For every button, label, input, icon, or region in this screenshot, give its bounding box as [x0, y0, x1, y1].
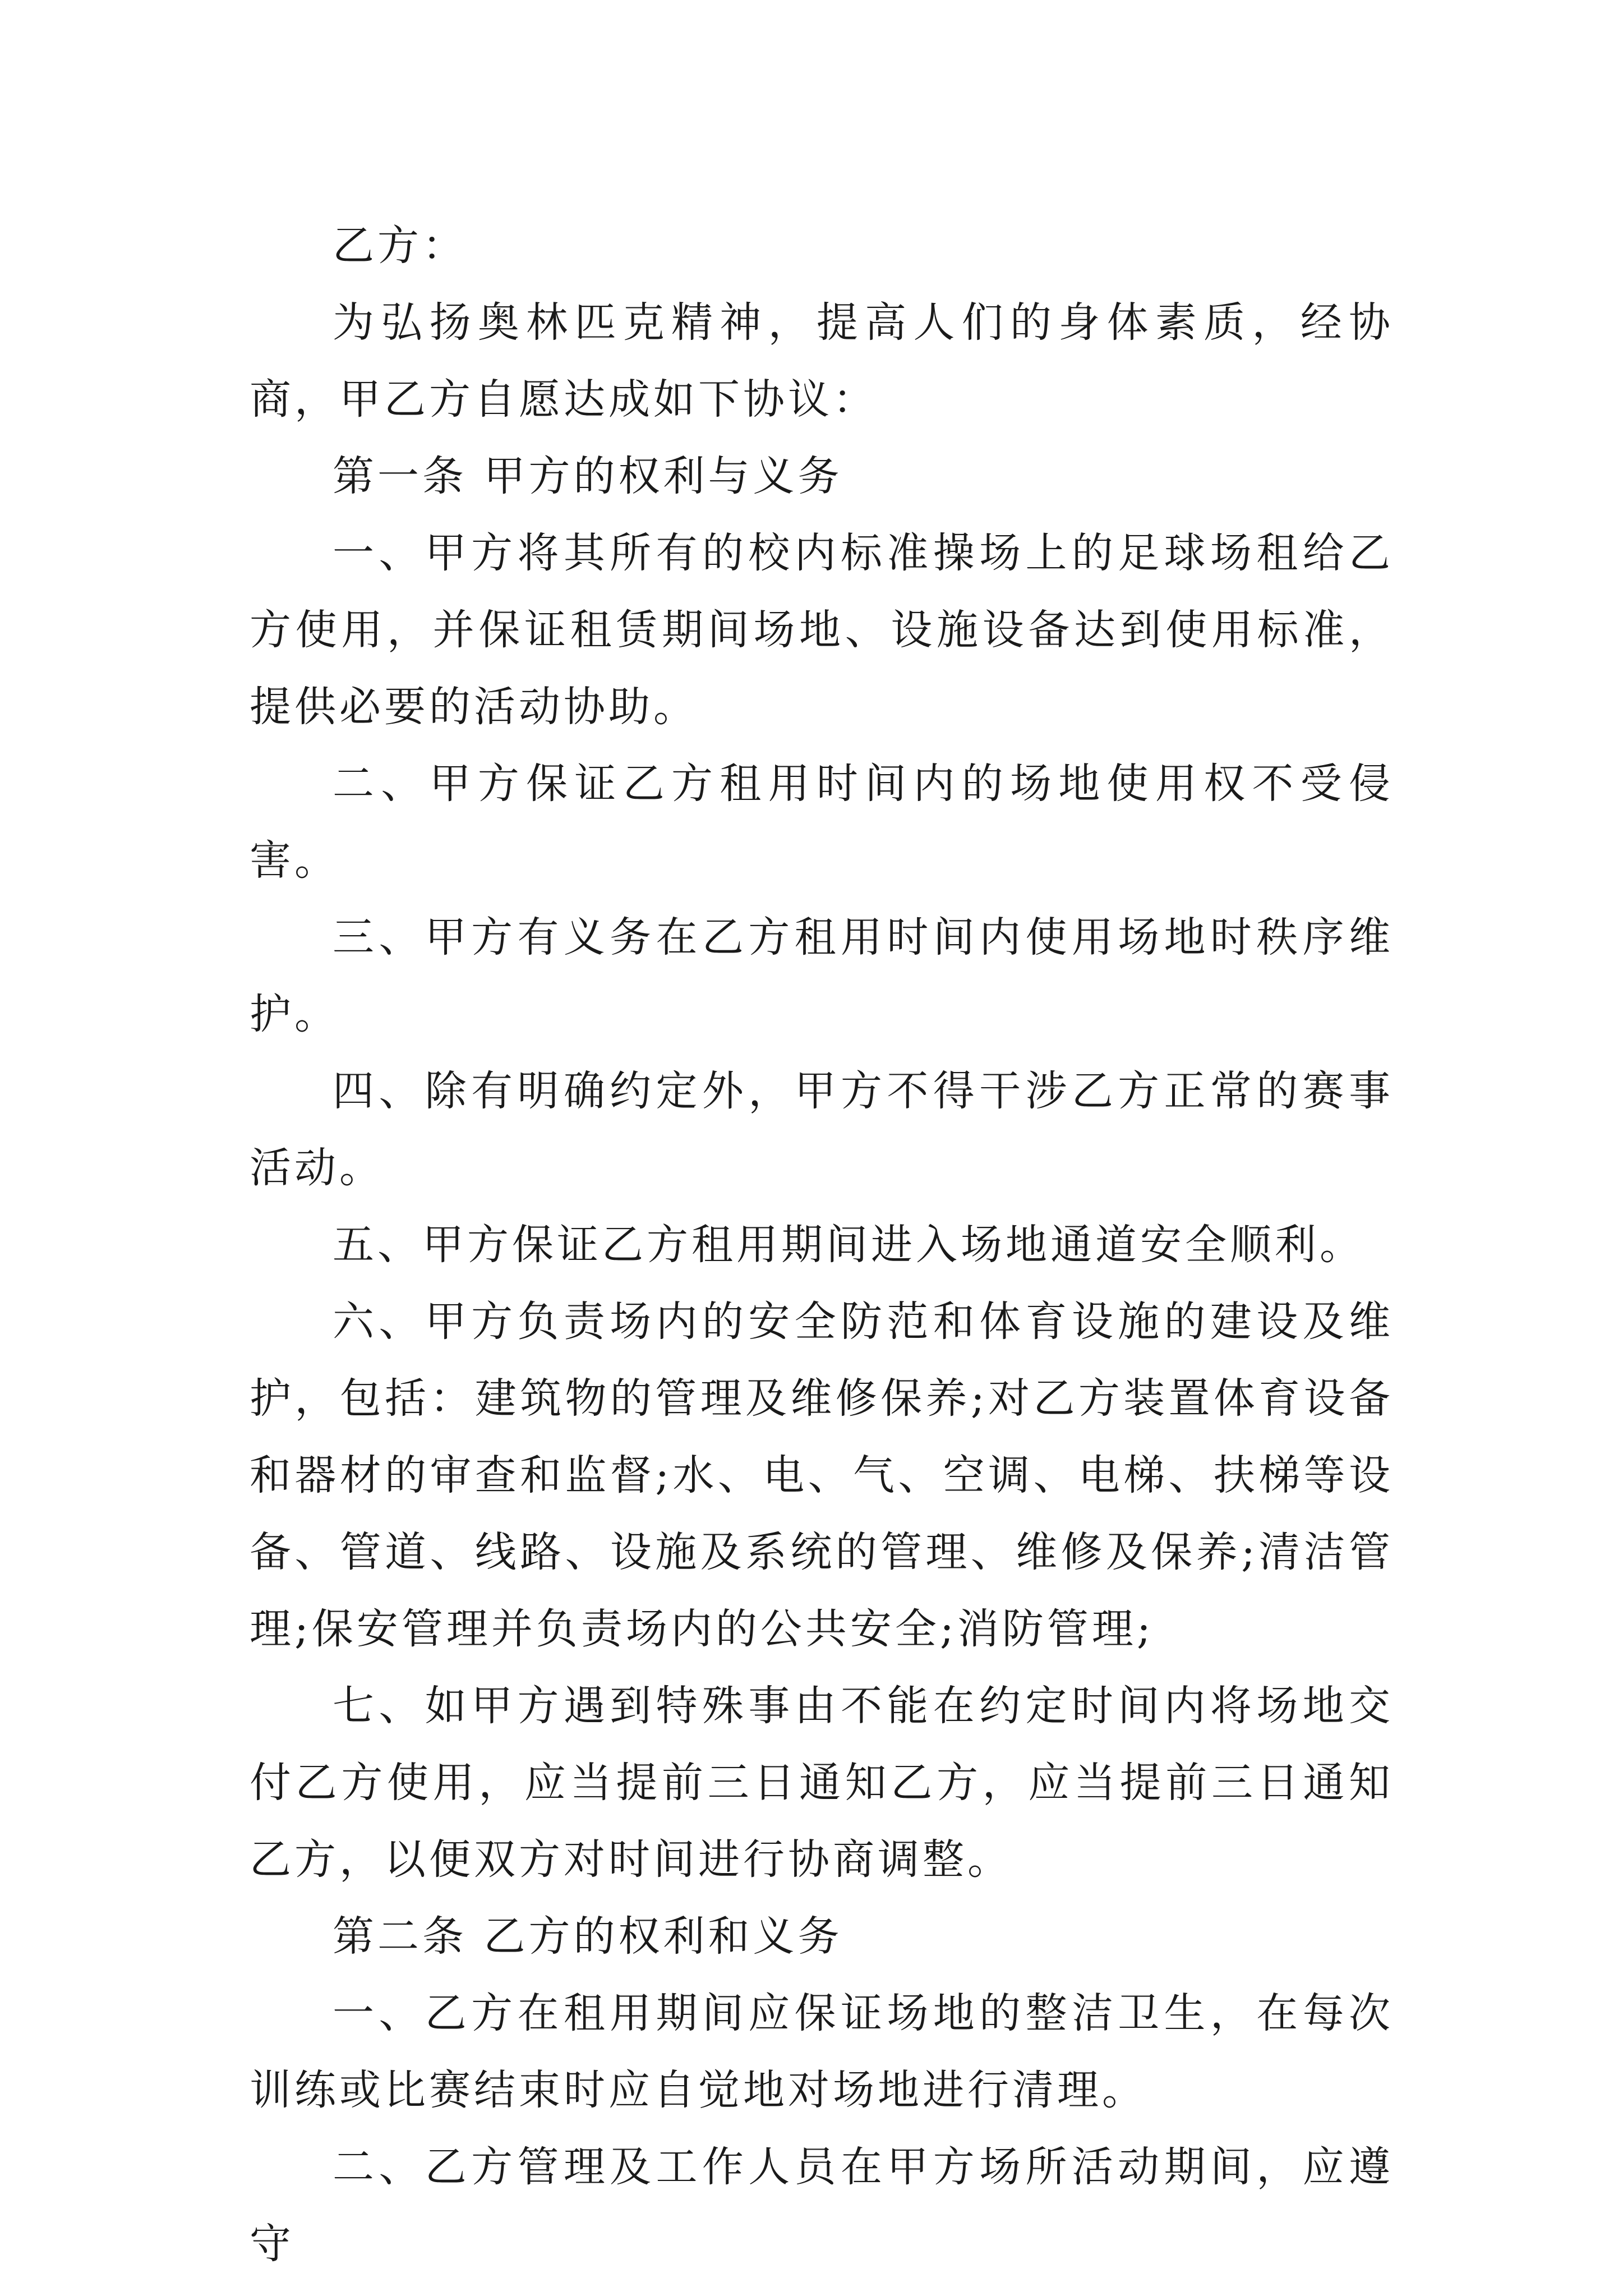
preamble-paragraph: 为弘扬奥林匹克精神，提高人们的身体素质，经协商，甲乙方自愿达成如下协议： — [250, 298, 1394, 424]
article-1-clause-7: 七、如甲方遇到特殊事由不能在约定时间内将场地交付乙方使用，应当提前三日通知乙方，应当提前三日通知乙方，以便双方对时间进行协商调整。 — [250, 1682, 1394, 1884]
article-1-heading: 第一条 甲方的权利与义务 — [333, 452, 843, 500]
article-1-clause-5: 五、甲方保证乙方租用期间进入场地通道安全顺利。 — [333, 1221, 1364, 1269]
article-1-clause-3: 三、甲方有义务在乙方租用时间内使用场地时秩序维护。 — [250, 913, 1394, 1038]
document-body — [250, 208, 1394, 2283]
article-2-heading: 第二条 乙方的权利和义务 — [333, 1912, 843, 1961]
party-b-label: 乙方： — [333, 222, 467, 270]
article-1-clause-2: 二、甲方保证乙方租用时间内的场地使用权不受侵害。 — [250, 760, 1394, 885]
article-1-clause-4: 四、除有明确约定外，甲方不得干涉乙方正常的赛事活动。 — [250, 1067, 1394, 1192]
article-1-clause-6: 六、甲方负责场内的安全防范和体育设施的建设及维护，包括：建筑物的管理及维修保养;对乙方装置体育设备和器材的审查和监督;水、电、气、空调、电梯、扶梯等设备、管道、线路、设施及系统的管理、维修及保养;清洁管理;保安管理并负责场内的公共安全;消防管理; — [250, 1297, 1394, 1653]
article-2-clause-2: 二、乙方管理及工作人员在甲方场所活动期间，应遵守 — [250, 2143, 1394, 2268]
article-2-clause-1: 一、乙方在租用期间应保证场地的整洁卫生，在每次训练或比赛结束时应自觉地对场地进行清理。 — [250, 1989, 1394, 2114]
article-1-clause-1: 一、甲方将其所有的校内标准操场上的足球场租给乙方使用，并保证租赁期间场地、设施设备达到使用标准，提供必要的活动协助。 — [250, 529, 1394, 731]
